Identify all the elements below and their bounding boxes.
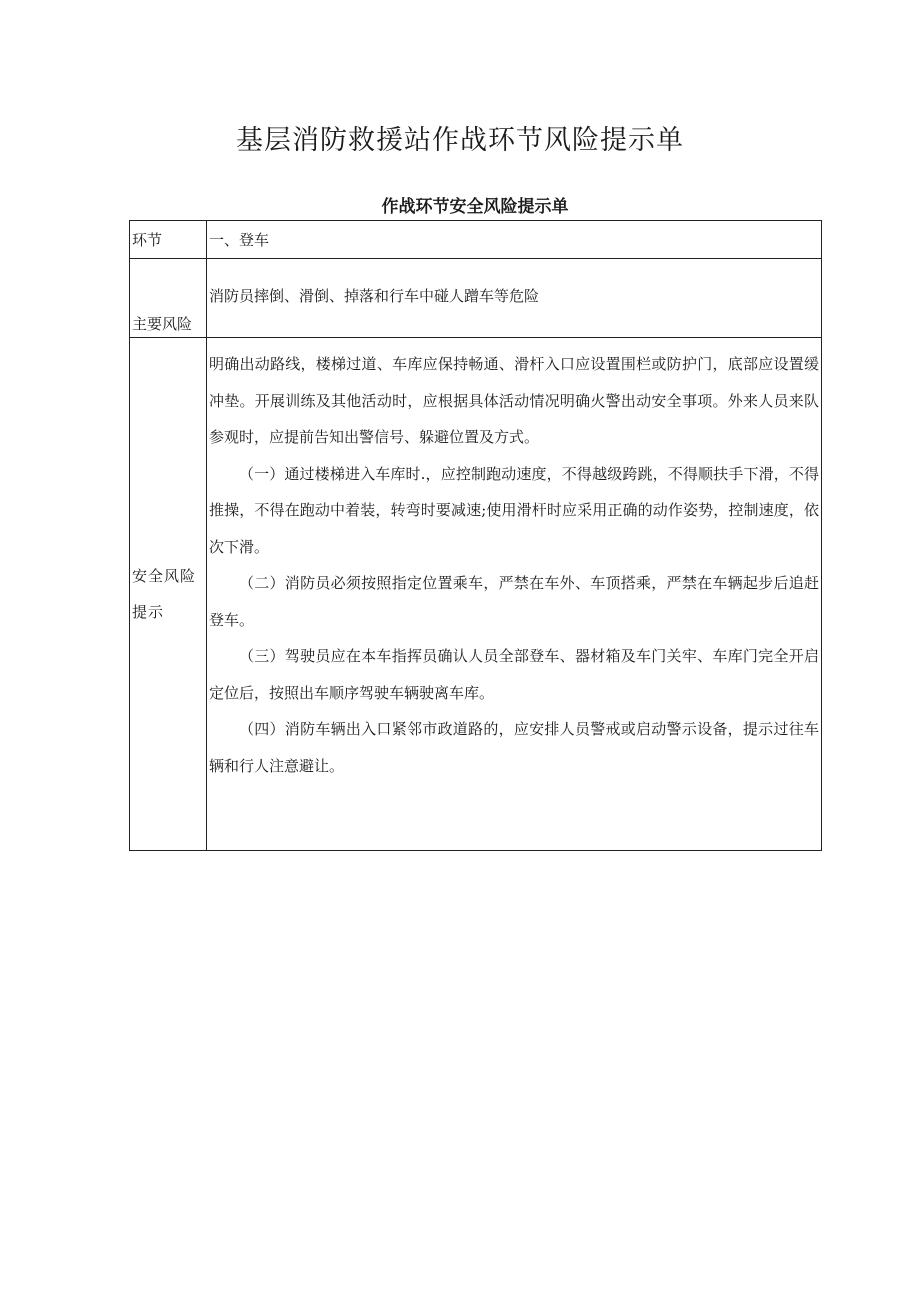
main-risk-label: 主要风险 xyxy=(130,259,207,338)
safety-tips-label-line1: 安全风险 xyxy=(132,567,197,585)
safety-paragraph-4: （四）消防车辆出入口紧邻市政道路的，应安排人员警戒或启动警示设备，提示过往车辆和行人注意避让。 xyxy=(209,720,819,775)
table-title: 作战环节安全风险提示单 xyxy=(381,197,569,217)
stage-value: 一、登车 xyxy=(207,221,822,259)
safety-tips-label-line2: 提示 xyxy=(132,603,165,621)
stage-label: 环节 xyxy=(130,221,207,259)
table-row-safety-tips xyxy=(130,338,822,851)
table-row-stage xyxy=(130,221,822,259)
risk-table xyxy=(129,220,822,851)
safety-paragraph-1: （一）通过楼梯进入车库时.，应控制跑动速度，不得越级跨跳，不得顺扶手下滑，不得推操，不得在跑动中着装，转弯时要减速;使用滑杆时应采用正确的动作姿势，控制速度，依次下滑。 xyxy=(209,464,819,556)
document-title: 基层消防救援站作战环节风险提示单 xyxy=(236,125,684,156)
safety-paragraph-2: （二）消防员必须按照指定位置乘车，严禁在车外、车顶搭乘，严禁在车辆起步后追赶登车。 xyxy=(209,574,819,629)
table-row-main-risk xyxy=(130,259,822,338)
safety-paragraph-3: （三）驾驶员应在本车指挥员确认人员全部登车、器材箱及车门关牢、车库门完全开启定位后，按照出车顺序驾驶车辆驶离车库。 xyxy=(209,647,819,702)
safety-tips-content xyxy=(207,338,822,851)
safety-tips-label xyxy=(130,338,207,851)
safety-paragraph-intro: 明确出动路线，楼梯过道、车库应保持畅通、滑杆入口应设置围栏或防护门，底部应设置缓冲垫。开展训练及其他活动时，应根据具体活动情况明确火警出动安全事项。外来人员来队参观时，应提前告知出警信号、躲避位置及方式。 xyxy=(209,355,819,446)
main-risk-value: 消防员摔倒、滑倒、掉落和行车中碰人蹭车等危险 xyxy=(207,259,822,338)
